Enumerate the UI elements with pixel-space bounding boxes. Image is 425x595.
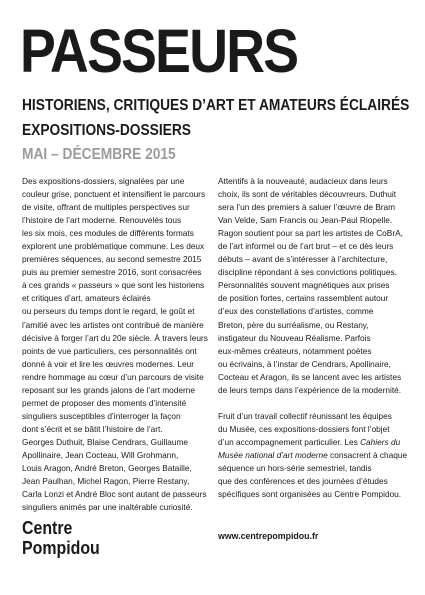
text-line: points de vue particuliers, ces personnalités ont (22, 345, 197, 356)
text-line: ou écrivains, à l’instar de Cendrars, Apollinaire, (218, 358, 391, 369)
text-line (218, 436, 403, 449)
text-line: Van Velde, Sam Francis ou Jean-Paul Riopelle. (218, 215, 393, 226)
text-line: Louis Aragon, André Breton, Georges Bataille, (22, 463, 192, 474)
text-line: dont s’écrit et se bâtit l’histoire de l’art. (22, 423, 163, 434)
text-line: couleur grise, ponctuent et intensifient le parcours (22, 189, 206, 200)
centre-pompidou-logo (22, 518, 100, 557)
text-line: l’histoire de l’art moderne. Renouvelés tous (22, 215, 182, 226)
text-line: Cocteau et Aragon, ils se lancent avec les artistes (218, 371, 402, 382)
text-line: Fruit d’un travail collectif réunissant les équipes (218, 410, 392, 421)
text-line: du Musée, ces expositions-dossiers font l’objet (218, 423, 390, 434)
text-line: Georges Duthuit, Blaise Cendrars, Guillaume (22, 436, 189, 447)
text-line: Carla Lonzi et André Bloc sont autant de passeurs (22, 489, 207, 500)
text-line: singuliers susceptibles d’interroger la façon (22, 410, 181, 421)
text-line: Breton, père du surréalisme, ou Restany, (218, 319, 369, 330)
text-line: de visite, offrant de multiples perspectives sur (22, 202, 190, 213)
publication-title-part: Musée national d’art moderne (218, 449, 328, 460)
text-line: donné à voir et lire les œuvres modernes. Leur (22, 358, 195, 369)
text-line: d’eux des constellations d’artistes, comme (218, 306, 374, 317)
text-line: de leurs temps dans l’expérience de la modernité. (218, 384, 402, 395)
body-column-left (22, 175, 207, 514)
logo-line: Centre (22, 517, 73, 538)
text-line: Apollinaire, Jean Cocteau, Will Grohmann, (22, 449, 179, 460)
text-line: de l’art informel ou de l’art brut – et ce dès leurs (218, 241, 394, 252)
text-line: explorent une problématique commune. Les deux (22, 241, 205, 252)
text-line: ou perseurs du temps dont le regard, le goût et (22, 306, 195, 317)
text-line: premières séquences, au second semestre 2015 (22, 254, 202, 265)
text-fragment: d’un accompagnement particulier. Les (218, 436, 358, 447)
text-line: Ragon soutient pour sa part les artistes de CoBrA, (218, 228, 403, 239)
text-line: rendre hommage au cœur d’un parcours de visite (22, 371, 204, 382)
page-title: PASSEURS (20, 17, 298, 85)
text-line: Jean Paulhan, Michel Ragon, Pierre Restany, (22, 476, 190, 487)
paragraph-gap (218, 397, 403, 410)
text-line: instigateur du Nouveau Réalisme. Parfois (218, 332, 371, 343)
text-line: les six mois, ces modules de différents formats (22, 228, 194, 239)
text-line: puis au premier semestre 2016, sont consacrées (22, 267, 202, 278)
date-range: MAI – DÉCEMBRE 2015 (22, 146, 176, 163)
text-line: séquence un hors-série semestriel, tandis (218, 463, 372, 474)
text-line: et critiques d’art, amateurs éclairés (22, 293, 151, 304)
page-subtitle: HISTORIENS, CRITIQUES D’ART ET AMATEURS ÉCLAIRÉS (22, 97, 410, 114)
text-line: débuts – avant de s’intéresser à l’architecture, (218, 254, 388, 265)
text-line: sera l’un des premiers à saluer l’œuvre de Bram (218, 202, 396, 213)
text-line: que des conférences et des journées d’études (218, 476, 388, 487)
text-line: à ces grands « passeurs » que sont les historiens (22, 280, 205, 291)
logo-line: Pompidou (22, 536, 100, 558)
text-line: de position fortes, certains rassemblent autour (218, 293, 389, 304)
text-line: l’amitié avec les artistes ont contribué de manière (22, 319, 204, 330)
text-line: discipline répondant à ses convictions politiques. (218, 267, 397, 278)
text-line: décisive à forger l’art du 20e siècle. À travers leurs (22, 332, 208, 343)
website-link[interactable]: www.centrepompidou.fr (218, 531, 319, 541)
text-line (218, 449, 408, 462)
text-line: Personnalités souvent magnétiques aux prises (218, 280, 390, 291)
text-line: reposant sur les grands jalons de l’art moderne (22, 384, 195, 395)
series-label: EXPOSITIONS-DOSSIERS (22, 122, 191, 139)
text-line: Attentifs à la nouveauté, audacieux dans leurs (218, 176, 388, 186)
publication-title-part: Cahiers du (360, 436, 401, 447)
text-fragment: consacrent à chaque (330, 449, 408, 460)
body-column-right (218, 175, 408, 501)
text-line: choix, ils sont de véritables découvreurs. Duthuit (218, 189, 397, 200)
text-line: singuliers animés par une inaltérable curiosité. (22, 502, 193, 513)
text-line: permet de proposer des moments d’intensité (22, 397, 187, 408)
text-line: spécifiques sont organisées au Centre Pompidou. (218, 489, 402, 500)
text-line: eux-mêmes créateurs, notamment poètes (218, 345, 372, 356)
text-line: Des expositions-dossiers, signalées par une (22, 176, 185, 186)
